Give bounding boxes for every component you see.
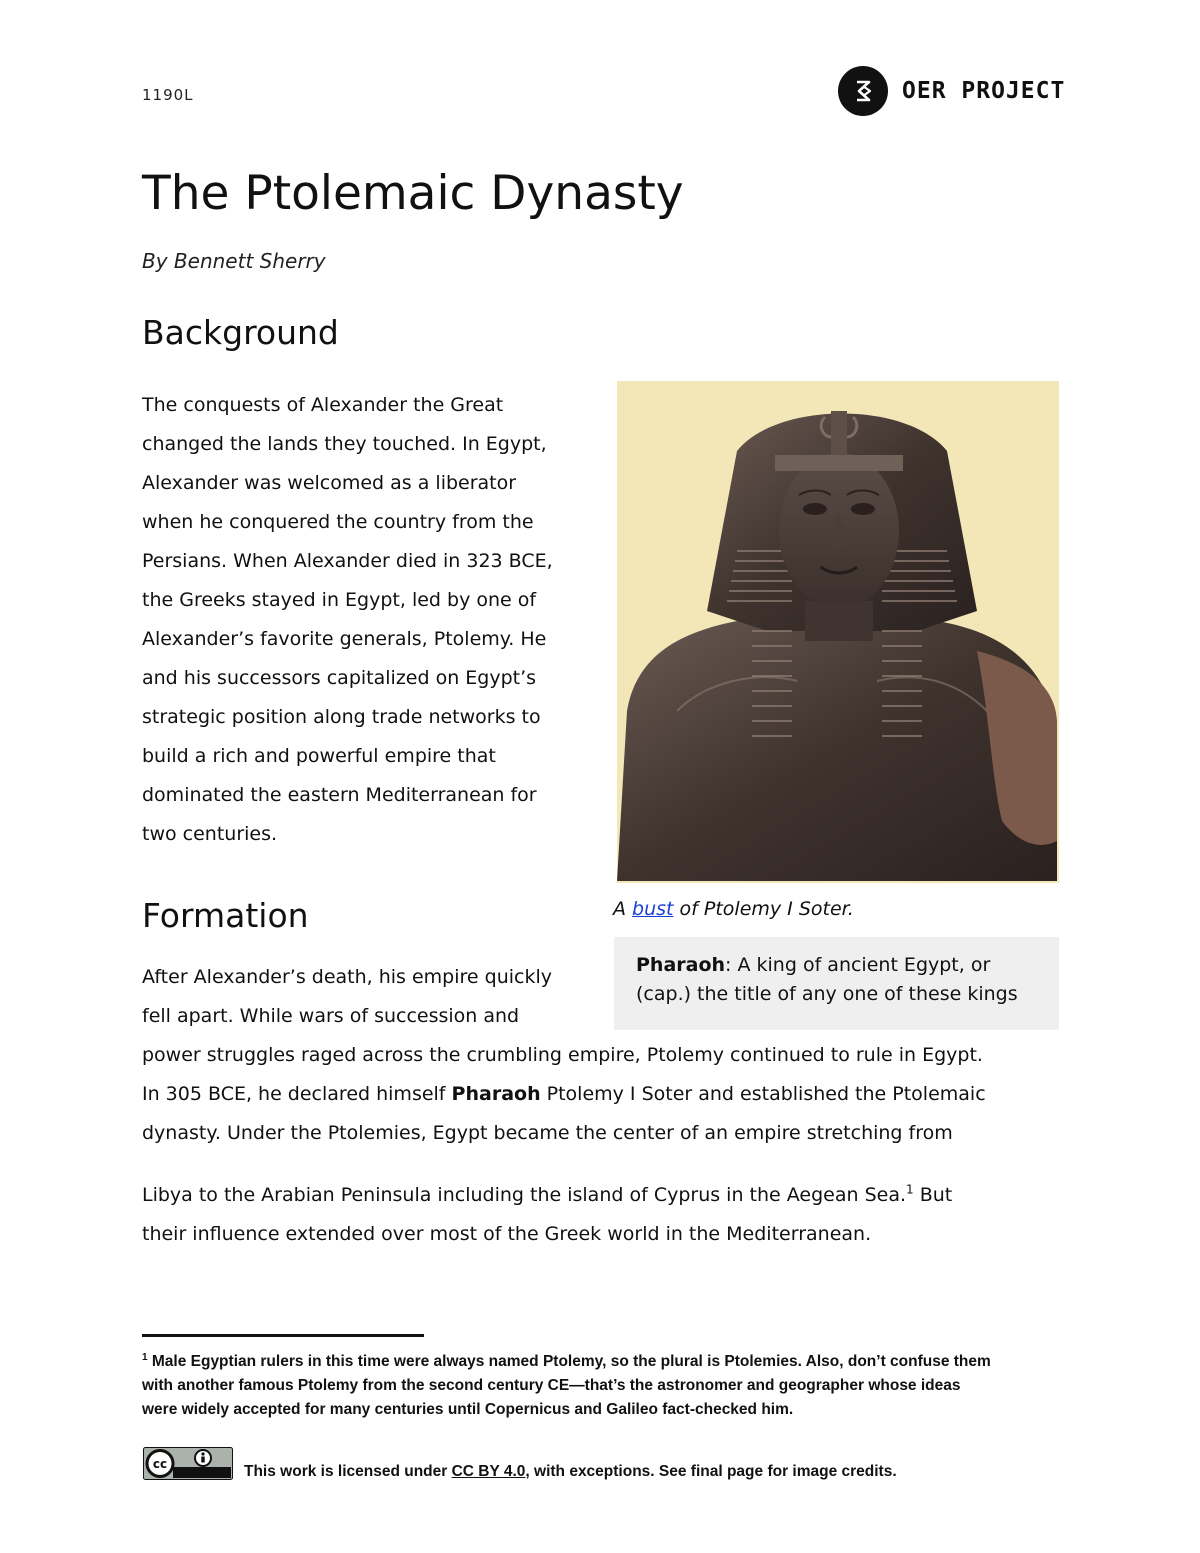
footnote-text: with another famous Ptolemy from the second century CE—that’s the astronomer and geographer whose ideas — [142, 1377, 961, 1394]
glossary-box — [614, 937, 1059, 1030]
text-span: But — [913, 1184, 953, 1206]
footnote-text: Male Egyptian rulers in this time were always named Ptolemy, so the plural is Ptolemies. Also, don’t confuse them — [147, 1353, 991, 1370]
heading-background: Background — [142, 313, 339, 352]
text-line: build a rich and powerful empire that — [142, 745, 496, 767]
text-line: changed the lands they touched. In Egypt, — [142, 433, 547, 455]
formation-paragraph — [142, 958, 552, 1036]
text-line: Persians. When Alexander died in 323 BCE, — [142, 550, 553, 572]
glossary-term: Pharaoh — [636, 954, 726, 976]
cc-by-badge-icon[interactable] — [143, 1447, 233, 1480]
formation-paragraph — [142, 1176, 952, 1254]
cc-by-link[interactable]: CC BY 4.0 — [451, 1463, 526, 1480]
text-line: two centuries. — [142, 823, 278, 845]
text-line: strategic position along trade networks to — [142, 706, 541, 728]
glossary-definition: : A king of ancient Egypt, or — [725, 954, 991, 976]
footnote-text: were widely accepted for many centuries until Copernicus and Galileo fact-checked him. — [142, 1401, 794, 1418]
text-line: dynasty. Under the Ptolemies, Egypt became the center of an empire stretching from — [142, 1122, 953, 1144]
bust-link[interactable]: bust — [632, 898, 674, 920]
text-line — [142, 1075, 986, 1114]
oer-project-logo[interactable] — [838, 66, 1065, 116]
license-notice — [244, 1463, 897, 1481]
license-text: , with exceptions. See final page for image credits. — [525, 1463, 897, 1480]
formation-paragraph — [142, 1036, 986, 1153]
text-span: Ptolemy I Soter and established the Ptolemaic — [540, 1083, 986, 1105]
svg-text:cc: cc — [152, 1457, 168, 1471]
text-span: In 305 BCE, he declared himself — [142, 1083, 452, 1105]
text-line: Alexander was welcomed as a liberator — [142, 472, 517, 494]
text-span: Libya to the Arabian Peninsula including the island of Cyprus in the Aegean Sea. — [142, 1184, 907, 1206]
footnote-marker: 1 — [142, 1351, 148, 1363]
text-line: After Alexander’s death, his empire quickly — [142, 966, 553, 988]
glossary-definition: (cap.) the title of any one of these kings — [636, 983, 1018, 1005]
text-line: and his successors capitalized on Egypt’s — [142, 667, 537, 689]
oer-project-logo-icon — [838, 66, 888, 116]
lexile-level: 1190L — [142, 86, 194, 104]
text-line: the Greeks stayed in Egypt, led by one of — [142, 589, 537, 611]
figure-caption — [613, 898, 854, 920]
text-line: when he conquered the country from the — [142, 511, 534, 533]
footnote-ref[interactable]: 1 — [906, 1182, 914, 1197]
footnote — [142, 1350, 991, 1422]
license-text: This work is licensed under — [244, 1463, 452, 1480]
background-paragraph — [142, 386, 553, 854]
text-line — [142, 1176, 952, 1215]
text-line: power struggles raged across the crumbling empire, Ptolemy continued to rule in Egypt. — [142, 1044, 983, 1066]
ptolemy-bust-image — [617, 381, 1059, 883]
text-line: fell apart. While wars of succession and — [142, 1005, 520, 1027]
page-title: The Ptolemaic Dynasty — [142, 166, 684, 221]
pharaoh-term: Pharaoh — [451, 1083, 541, 1105]
text-line: dominated the eastern Mediterranean for — [142, 784, 537, 806]
logo-text: OER PROJECT — [902, 78, 1066, 104]
caption-text: A — [613, 898, 633, 920]
text-line: Alexander’s favorite generals, Ptolemy. He — [142, 628, 547, 650]
caption-text: of Ptolemy I Soter. — [673, 898, 854, 920]
text-line: The conquests of Alexander the Great — [142, 394, 504, 416]
byline: By Bennett Sherry — [142, 249, 326, 273]
text-line: their influence extended over most of the Greek world in the Mediterranean. — [142, 1223, 872, 1245]
footnote-divider — [142, 1334, 424, 1337]
heading-formation: Formation — [142, 896, 309, 935]
